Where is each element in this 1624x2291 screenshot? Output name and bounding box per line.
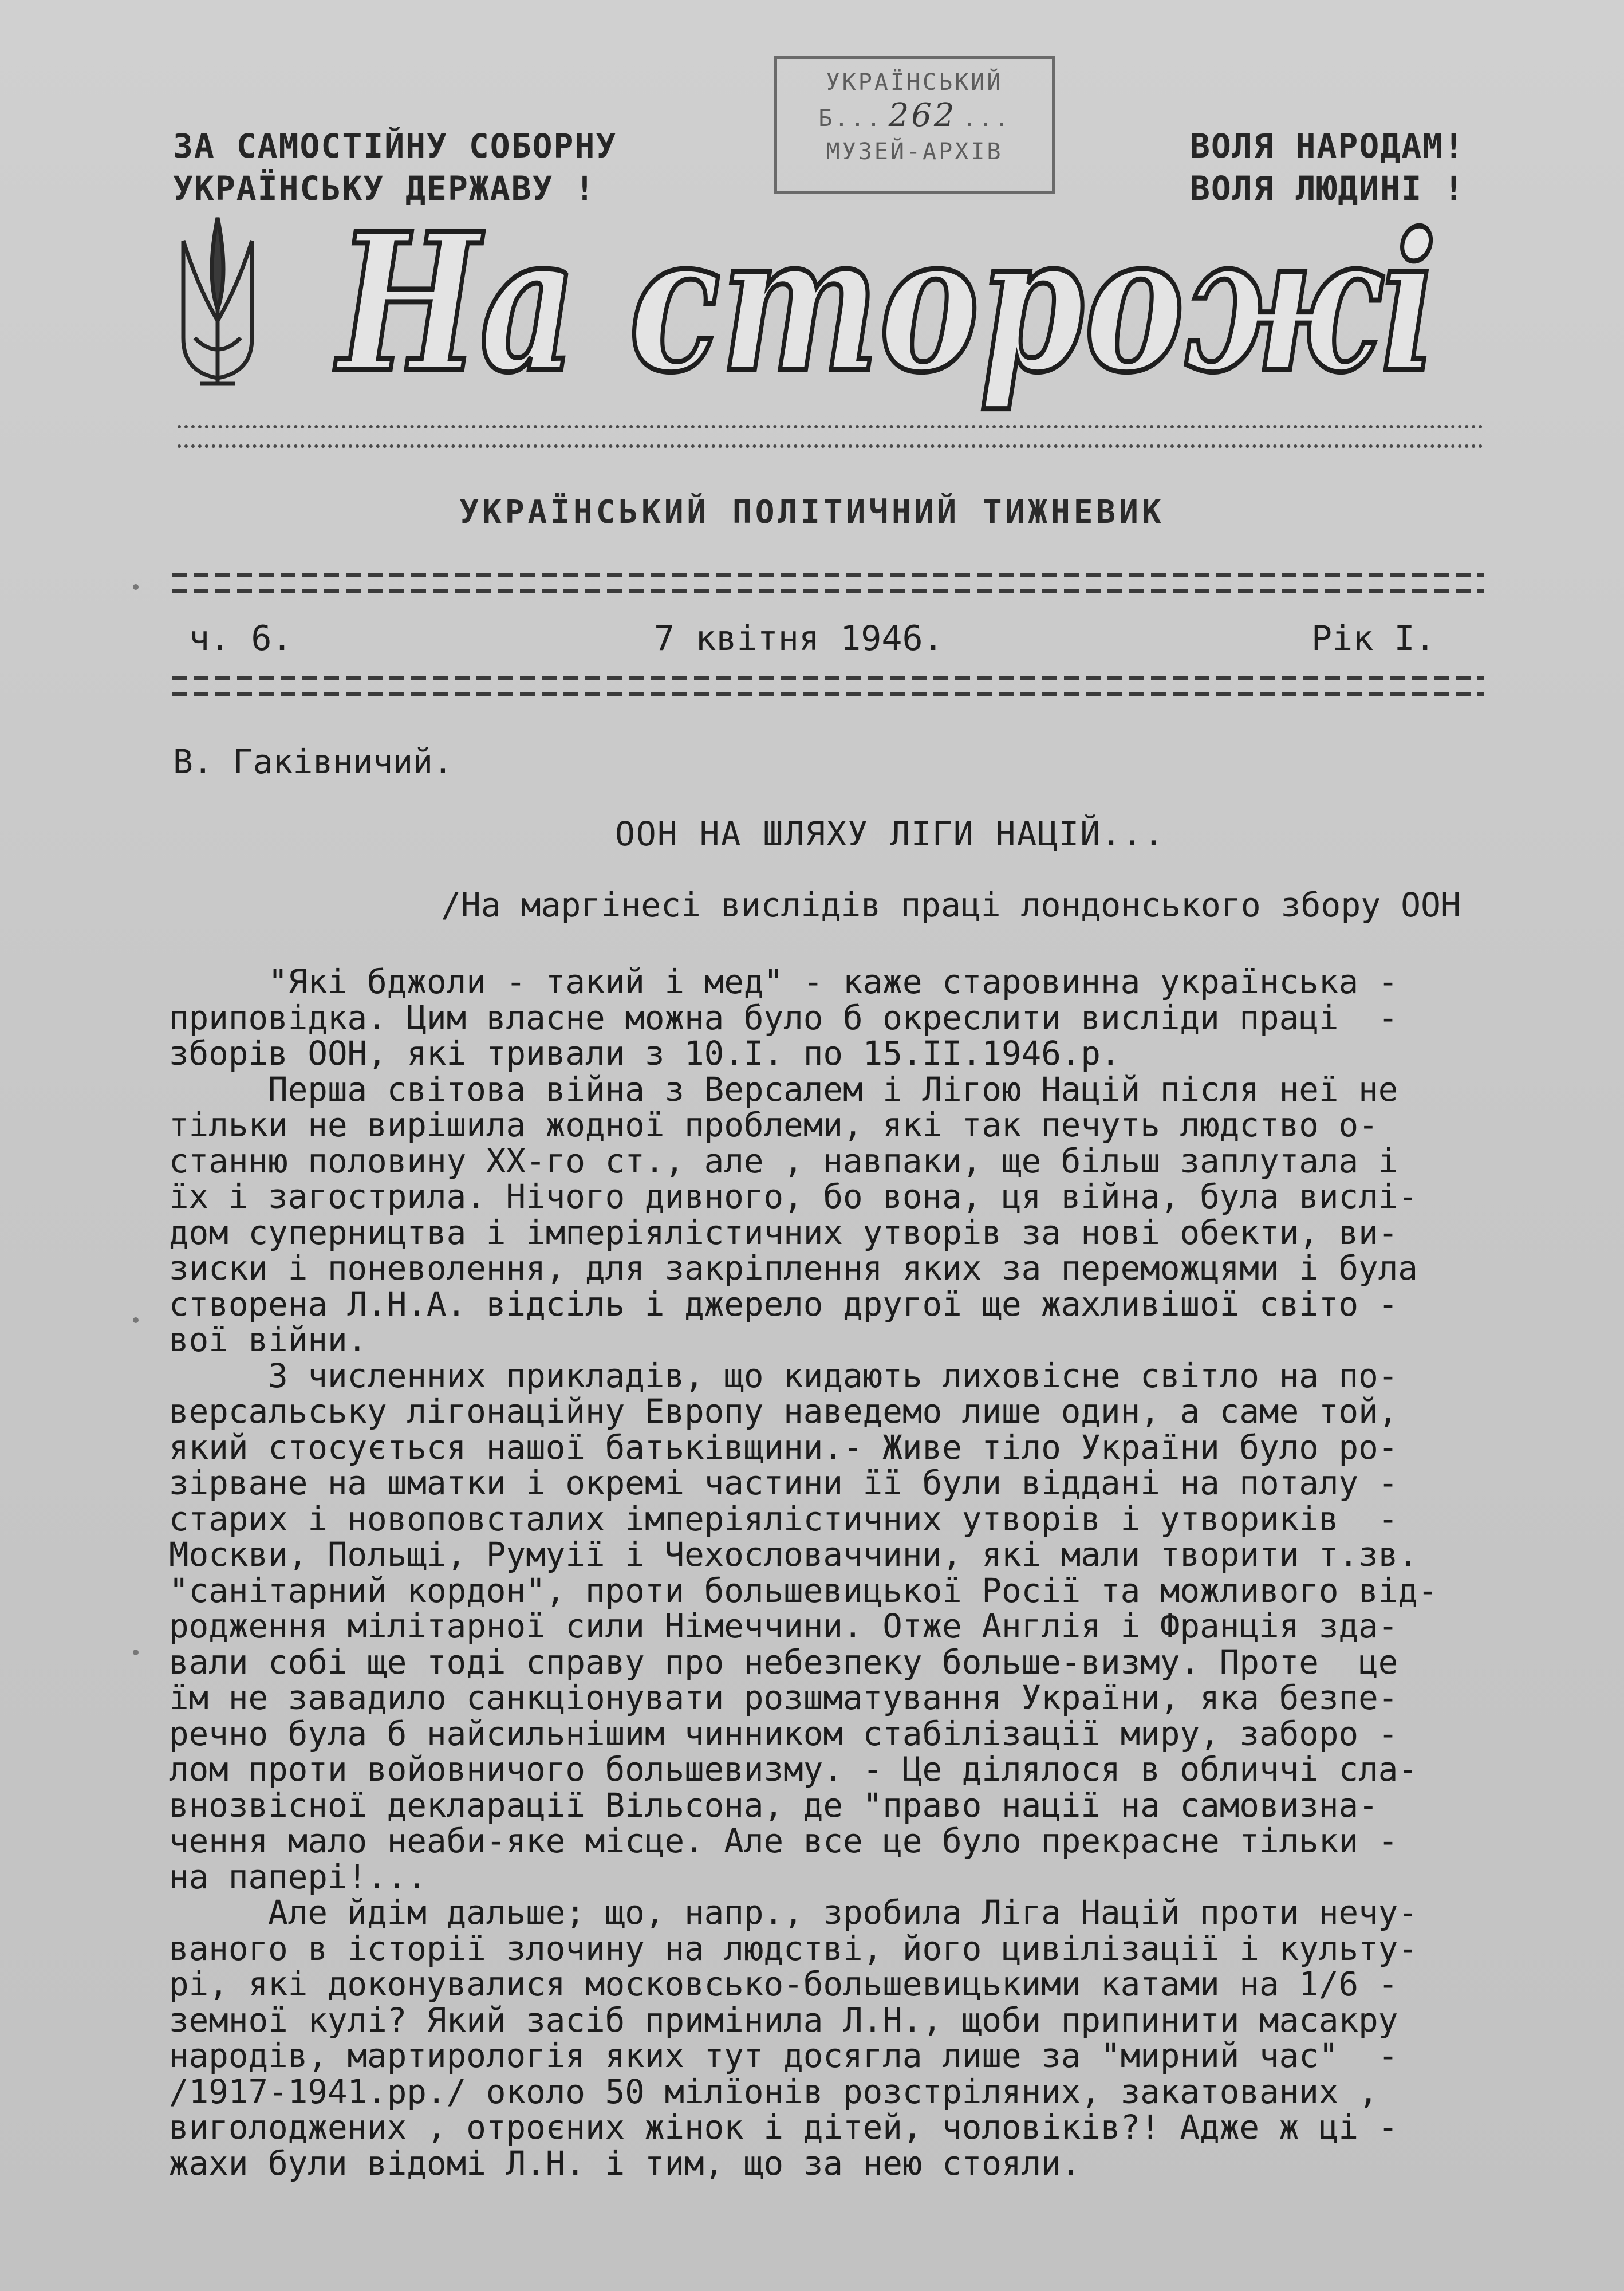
article-body-line: зиски і поневолення, для закріплення яких за переможцями і була xyxy=(169,1249,1418,1288)
stamp-prefix: Б... xyxy=(818,105,883,132)
slogan-right xyxy=(1190,125,1465,210)
article-body-line: З численних прикладів, що кидають лиховісне світло на по- xyxy=(169,1356,1398,1395)
masthead xyxy=(172,206,1477,412)
slogan-right-line-1: ВОЛЯ НАРОДАМ! xyxy=(1190,127,1465,166)
article-body-line: їх і загострила. Нічого дивного, бо вона, ця війна, була вислі- xyxy=(169,1178,1418,1216)
issue-date: 7 квітня 1946. xyxy=(654,619,944,659)
article-body-line: вої війни. xyxy=(169,1321,368,1359)
article-body-line: внозвісної декларації Вільсона, де "право нації на самовизна- xyxy=(169,1786,1378,1825)
article-body-line: "санітарний кордон", проти большевицької Росії та можливого від- xyxy=(169,1571,1438,1610)
issue-year: Рік І. xyxy=(1311,619,1436,659)
stamp-line-2 xyxy=(777,99,1052,135)
article-body-line: який стосується нашої батьківщини.- Живе тіло України було ро- xyxy=(169,1428,1398,1467)
article-body-line: родження мілітарної сили Німеччини. Отже Англія і Франція зда- xyxy=(169,1607,1398,1646)
article-body-line: чення мало неаби-яке місце. Але все це було прекрасне тільки - xyxy=(169,1822,1398,1860)
issue-number: ч. 6. xyxy=(189,619,293,659)
article-subtitle: /На маргінесі вислідів праці лондонського збору ООН xyxy=(441,885,1461,924)
article-body-line: старих і новоповсталих імперіялістичних утворів і утвориків - xyxy=(169,1499,1398,1538)
archive-stamp xyxy=(774,56,1055,194)
article-body-line: станню половину ХХ-го ст., але , навпаки, ще більш заплутала і xyxy=(169,1141,1398,1180)
margin-speck xyxy=(133,1317,139,1323)
article-body-line: "Які бджоли - такий і мед" - каже старовинна українська - xyxy=(169,963,1398,1001)
slogan-left-line-2: УКРАЇНСЬКУ ДЕРЖАВУ ! xyxy=(173,169,596,208)
article-body-line: Але йдім дальше; що, напр., зробила Ліга Націй проти нечу- xyxy=(169,1894,1418,1932)
article-body-line: рі, які доконувалися московсько-большевицькими катами на 1/6 - xyxy=(169,1965,1398,2003)
article-body-line: на папері!... xyxy=(169,1857,427,1896)
article-body-line: /1917-1941.рр./ около 50 мілїонів розстріляних, закатованих , xyxy=(169,2072,1378,2111)
newspaper-subtitle: УКРАЇНСЬКИЙ ПОЛІТИЧНИЙ ТИЖНЕВИК xyxy=(459,494,1165,531)
article-body-line: створена Л.Н.А. відсіль і джерело другої ще жахливішої світо - xyxy=(169,1285,1398,1324)
slogan-left xyxy=(173,125,617,210)
article-body-line: вали собі ще тоді справу про небезпеку больше-визму. Проте це xyxy=(169,1643,1398,1682)
issue-rule-top xyxy=(172,573,1484,593)
article-body-line: народів, мартирологія яких тут досягла лише за "мирний час" - xyxy=(169,2037,1398,2075)
article-body-line: зборів ООН, які тривали з 10.І. по 15.ІІ.1946.р. xyxy=(169,1034,1121,1073)
slogan-left-line-1: ЗА САМОСТІЙНУ СОБОРНУ xyxy=(173,127,617,166)
masthead-dotted-rule xyxy=(178,425,1483,448)
trident-emblem xyxy=(183,218,252,384)
article-body-line: жахи були відомі Л.Н. і тим, що за нею стояли. xyxy=(169,2144,1081,2183)
article-author: В. Гаківничий. xyxy=(173,742,453,781)
article-body-line: зірване на шматки і окремі частини її були віддані на поталу - xyxy=(169,1464,1398,1502)
article-body-line: земної кулі? Який засіб примінила Л.Н., щоби припинити масакру xyxy=(169,2001,1398,2040)
article-body-line: дом суперництва і імперіялістичних утворів за нові обекти, ви- xyxy=(169,1213,1398,1252)
article-body xyxy=(169,965,1497,2182)
stamp-line-3: МУЗЕЙ-АРХІВ xyxy=(826,139,1003,165)
article-body-line: тільки не вирішила жодної проблеми, які так печуть людство о- xyxy=(169,1106,1378,1144)
slogan-right-line-2: ВОЛЯ ЛЮДИНІ ! xyxy=(1190,169,1465,208)
stamp-line-1: УКРАЇНСЬКИЙ xyxy=(826,69,1003,96)
article-body-line: виголоджених , отроєних жінок і дітей, чоловіків?! Адже ж ці - xyxy=(169,2108,1398,2147)
article-body-line: їм не завадило санкціонувати розшматування України, яка безпе- xyxy=(169,1679,1398,1717)
stamp-suffix: ... xyxy=(962,105,1011,132)
article-body-line: Перша світова війна з Версалем і Лігою Націй після неї не xyxy=(169,1070,1398,1109)
margin-speck xyxy=(133,584,139,590)
article-body-line: лом проти войовничого большевизму. - Це ділялося в обличчі сла- xyxy=(169,1750,1418,1789)
article-body-line: приповідка. Цим власне можна було б окреслити висліди праці - xyxy=(169,998,1398,1037)
article-body-line: ваного в історії злочину на людстві, його цивілізації і культу- xyxy=(169,1929,1418,1968)
masthead-title: На сторожі xyxy=(333,206,1437,412)
article-title: ООН НА ШЛЯХУ ЛІГИ НАЦІЙ... xyxy=(615,814,1165,853)
margin-speck xyxy=(133,1650,139,1655)
issue-rule-bottom xyxy=(172,676,1484,696)
article-body-line: версальську лігонаційну Европу наведемо лише один, а саме той, xyxy=(169,1392,1398,1431)
article-body-line: Москви, Польщі, Румуії і Чехословаччини, які мали творити т.зв. xyxy=(169,1536,1418,1574)
article-body-line: речно була б найсильнішим чинником стабілізації миру, заборо - xyxy=(169,1714,1398,1753)
stamp-number: 262 xyxy=(888,97,957,134)
